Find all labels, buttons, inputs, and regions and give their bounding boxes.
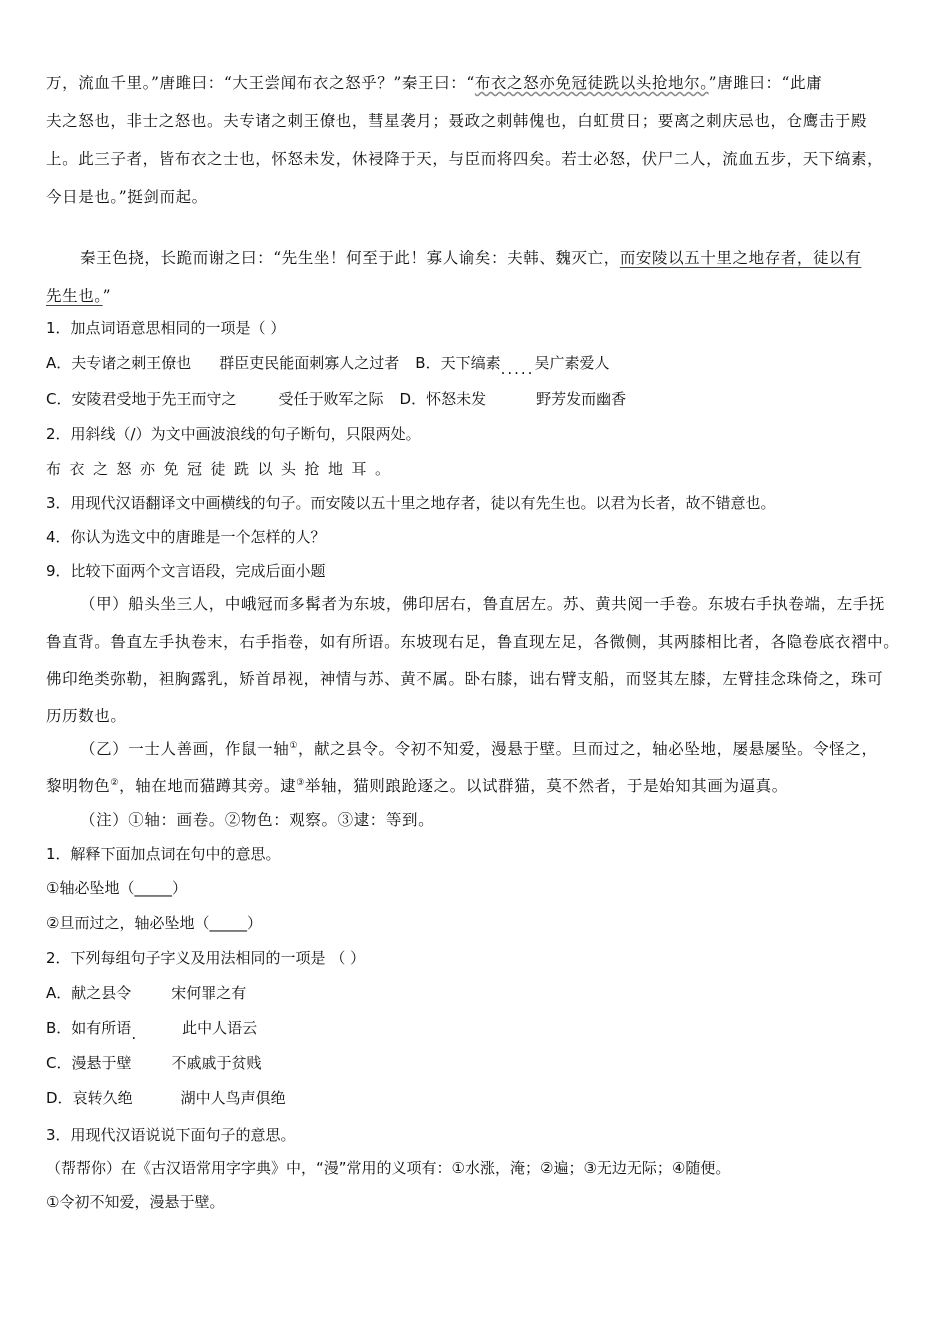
text: 秦王色挠，长跪而谢之曰：“先生坐！何至于此！寡人谕矣：夫韩、魏灭亡，: [80, 249, 620, 267]
passage-yi-line-2: [46, 776, 788, 796]
section-9-title: 9．比较下面两个文言语段，完成后面小题: [46, 562, 326, 580]
option-label-a: A．: [46, 354, 72, 372]
question-9-2-option-d: [46, 1088, 286, 1108]
text: ”唐雎曰：“此庸: [708, 74, 823, 92]
underlined-sentence: 先生也。: [46, 287, 103, 305]
question-1: 1．加点词语意思相同的一项是（ ）: [46, 319, 286, 337]
emphasis-dots: .....: [500, 360, 535, 378]
passage-paragraph-2: [80, 248, 861, 268]
passage-line-2: 夫之怒也，非士之怒也。夫专诸之刺王僚也，彗星袭月；聂政之刺韩傀也，白虹贯日；要离之刺庆忌也，仓鹰击于殿: [46, 112, 868, 130]
option-label-c: C．: [46, 390, 72, 408]
option-text: 献之县令: [71, 984, 132, 1002]
question-9-1-item-2: ②旦而过之，轴必坠地（_____）: [46, 914, 262, 932]
underlined-sentence: 而安陵以五十里之地存者，徒以有: [619, 249, 862, 267]
emphasis-dot: .: [131, 1025, 139, 1043]
question-3: 3．用现代汉语翻译文中画横线的句子。而安陵以五十里之地存者，徒以有先生也。以君为长者，故不错意也。: [46, 494, 776, 512]
question-9-3-item-1: ①令初不知爱，漫悬于壁。: [46, 1193, 225, 1211]
option-text: 湖中人鸟声俱绝: [180, 1089, 286, 1107]
option-text: 安陵君受地于先王而守之: [71, 390, 237, 408]
text: 黎明物色: [46, 777, 111, 795]
option-text: 受任于败军之际: [278, 390, 384, 408]
footnote-marker: ①: [289, 740, 298, 751]
text: ，献之县令。令初不知爱，漫悬于壁。旦而过之，轴必坠地，屡悬屡坠。令怪之，: [297, 740, 878, 758]
option-text: 宋何罪之有: [171, 984, 247, 1002]
question-1-options-cd: [46, 389, 626, 409]
option-label-a: A．: [46, 984, 72, 1002]
question-9-3: 3．用现代汉语说说下面句子的意思。: [46, 1126, 296, 1144]
question-9-3-hint: （帮帮你）在《古汉语常用字字典》中，“漫”常用的义项有：①水涨，淹；②遍；③无边无际；④随便。: [46, 1159, 731, 1177]
passage-jia-line-2: 鲁直背。鲁直左手执卷末，右手指卷，如有所语。东坡现右足，鲁直现左足，各微侧，其两膝相比者，各隐卷底衣褶中。: [46, 633, 900, 651]
passage-line-4: 今日是也。”挺剑而起。: [46, 188, 208, 206]
option-text: 哀转久绝: [72, 1089, 133, 1107]
option-text: 怀怒未发: [426, 390, 487, 408]
option-text: 天下缟素: [440, 354, 501, 372]
option-text: 此中人语云: [182, 1019, 258, 1037]
footnote-marker: ③: [296, 777, 305, 788]
option-text: 夫专诸之刺王僚也: [71, 354, 192, 372]
option-text: 吴广素爱人: [534, 354, 610, 372]
option-label-b: B．: [415, 354, 441, 372]
question-9-2-option-b: [46, 1018, 258, 1043]
question-9-1: 1．解释下面加点词在句中的意思。: [46, 845, 281, 863]
question-4: 4．你认为选文中的唐雎是一个怎样的人？: [46, 528, 326, 546]
passage-jia-line-1: （甲）船头坐三人，中峨冠而多髯者为东坡，佛印居右，鲁直居左。苏、黄共阅一手卷。东坡右手执卷端，左手抚: [80, 595, 886, 613]
text: ，轴在地而猫蹲其旁。逮: [119, 777, 297, 795]
option-label-b: B．: [46, 1019, 72, 1037]
option-label-c: C．: [46, 1054, 72, 1072]
passage-jia-line-4: 历历数也。: [46, 707, 127, 725]
passage-line-1: [46, 73, 822, 93]
question-2-sentence: 布衣之怒亦免冠徒跣以头抢地耳。: [46, 460, 399, 478]
passage-yi-line-1: [80, 739, 878, 759]
text: 举轴，猫则踉跄逐之。以试群猫，莫不然者，于是始知其画为逼真。: [304, 777, 788, 795]
wavy-underlined-sentence: 布衣之怒亦免冠徒跣以头抢地尔。: [474, 74, 709, 92]
passage-paragraph-2-cont: [46, 286, 111, 306]
question-1-options-ab: [46, 353, 610, 378]
question-9-2-option-c: [46, 1053, 262, 1073]
question-2: 2．用斜线（/）为文中画波浪线的句子断句，只限两处。: [46, 425, 421, 443]
option-text: 野芳发而幽香: [536, 390, 627, 408]
option-text: 不戚戚于贫贱: [171, 1054, 262, 1072]
passage-line-3: 上。此三子者，皆布衣之士也，怀怒未发，休祲降于天，与臣而将四矣。若士必怒，伏尸二人，流血五步，天下缟素，: [46, 150, 884, 168]
text: ”: [102, 287, 112, 305]
option-label-d: D．: [399, 390, 427, 408]
passage-jia-line-3: 佛印绝类弥勒，袒胸露乳，矫首昂视，神情与苏、黄不属。卧右膝，诎右臂支船，而竖其左膝，左臂挂念珠倚之，珠可: [46, 670, 884, 688]
text: 万，流血千里。”唐雎曰：“大王尝闻布衣之怒乎？”秦王曰：“: [46, 74, 475, 92]
option-text: 如有所语: [71, 1019, 132, 1037]
option-text: 漫悬于壁: [71, 1054, 132, 1072]
question-9-1-item-1: ①轴必坠地（_____）: [46, 879, 187, 897]
question-9-2: 2．下列每组句子字义及用法相同的一项是 （ ）: [46, 949, 366, 967]
option-label-d: D．: [46, 1089, 73, 1107]
passage-note: （注）①轴：画卷。②物色：观察。③逮：等到。: [80, 811, 435, 829]
question-9-2-option-a: [46, 983, 246, 1003]
footnote-marker: ②: [110, 777, 120, 788]
option-text: 群臣吏民能面刺寡人之过者: [219, 354, 400, 372]
text: （乙）一士人善画，作鼠一轴: [80, 740, 290, 758]
